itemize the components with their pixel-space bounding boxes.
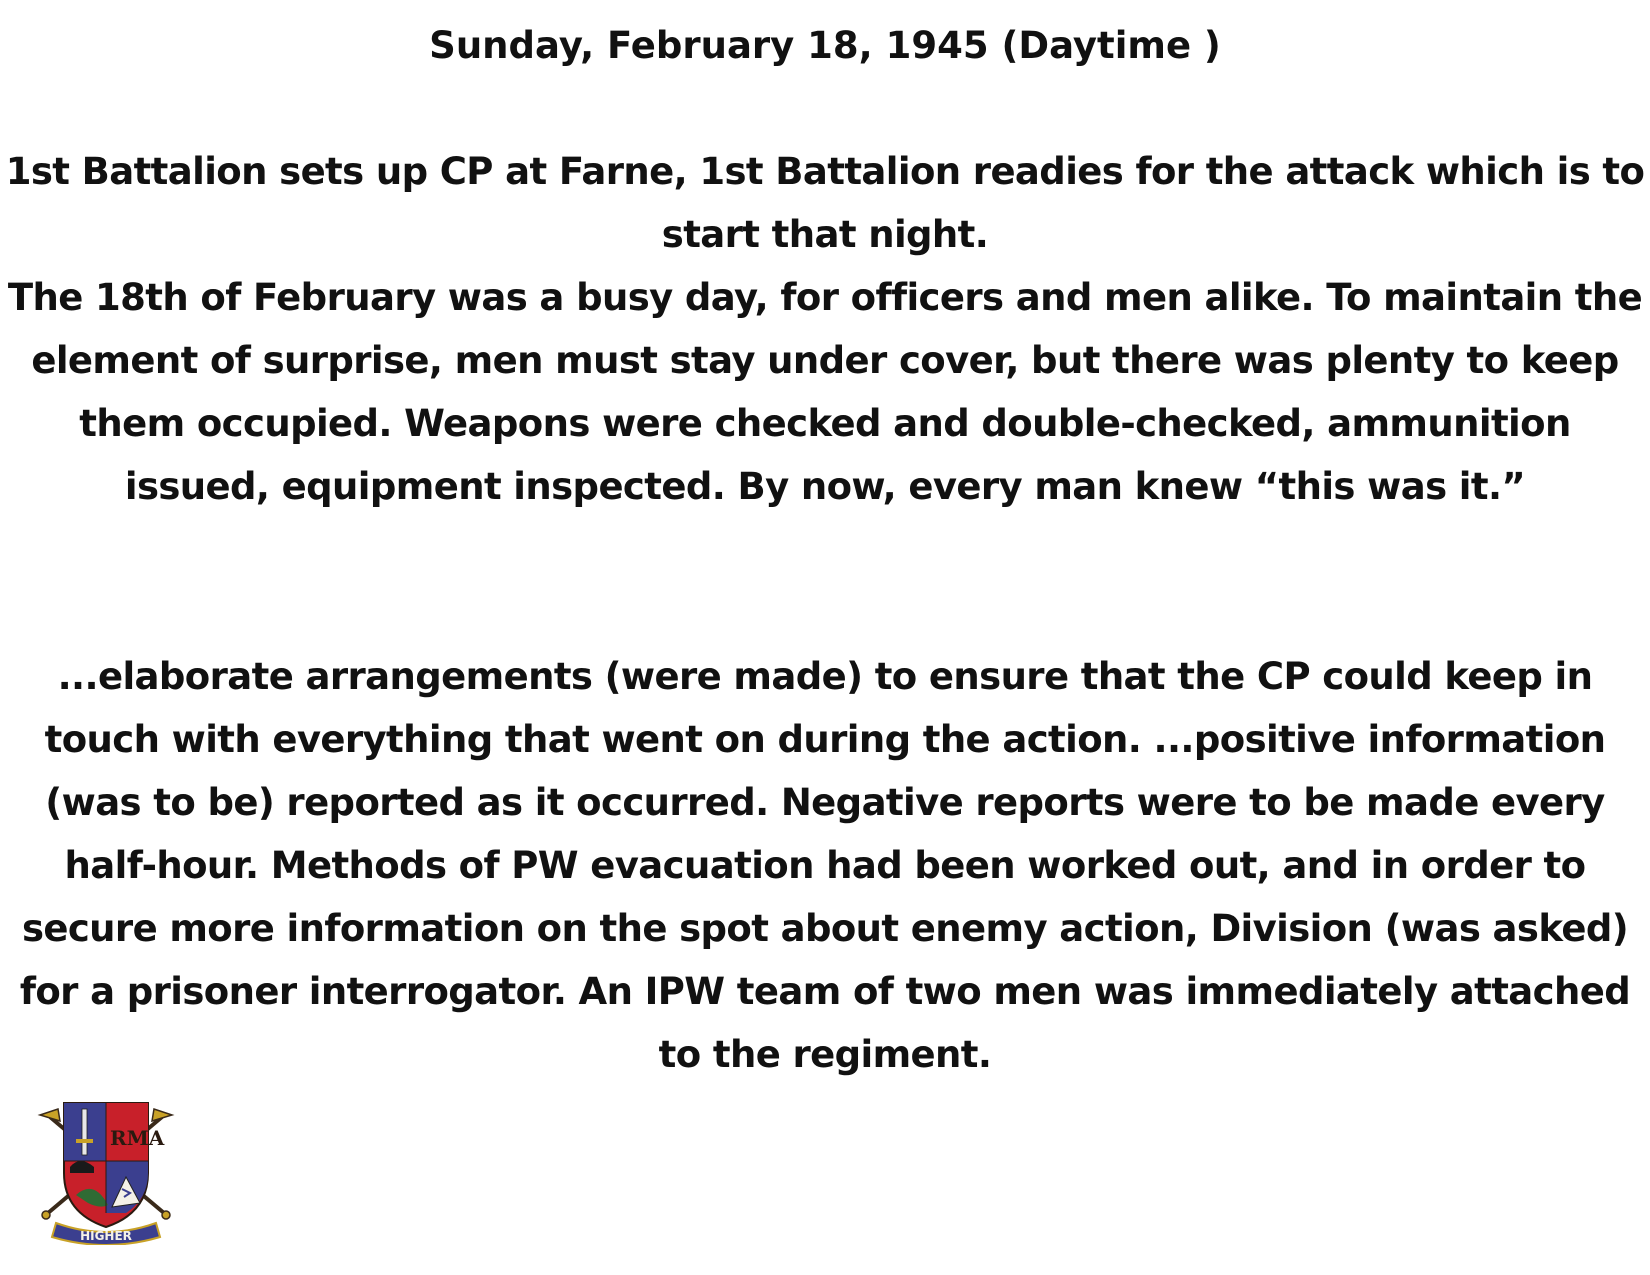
- section-1: [5, 140, 1645, 518]
- section-1-subheading: 1st Battalion sets up CP at Farne, 1st Battalion readies for the attack which is to start that night.: [5, 150, 1645, 256]
- shield-icon: [64, 1103, 165, 1227]
- regimental-crest-logo: [36, 1095, 176, 1245]
- section-1-paragraph: The 18th of February was a busy day, for officers and men alike. To maintain the element of surprise, men must stay under cover, but there was plenty to keep them occupied. Weapons were checked and double-checked, ammunition issued, equipment inspected. By now, every man knew “this was it.”: [7, 276, 1643, 508]
- section-2: [5, 645, 1645, 1086]
- page-title: Sunday, February 18, 1945 (Daytime ): [429, 24, 1221, 67]
- crest-monogram: RMA: [110, 1126, 165, 1150]
- section-2-paragraph: ...elaborate arrangements (were made) to ensure that the CP could keep in touch with everything that went on during the action. ...positive information (was to be) reported as it occurred. Negative reports were to be made every half-hour. Methods of PW evacuation had been worked out, and in order to secure more information on the spot about enemy action, Division (was asked) for a prisoner interrogator. An IPW team of two men was immediately attached to the regiment.: [19, 655, 1631, 1076]
- crest-motto: HIGHER: [80, 1229, 132, 1243]
